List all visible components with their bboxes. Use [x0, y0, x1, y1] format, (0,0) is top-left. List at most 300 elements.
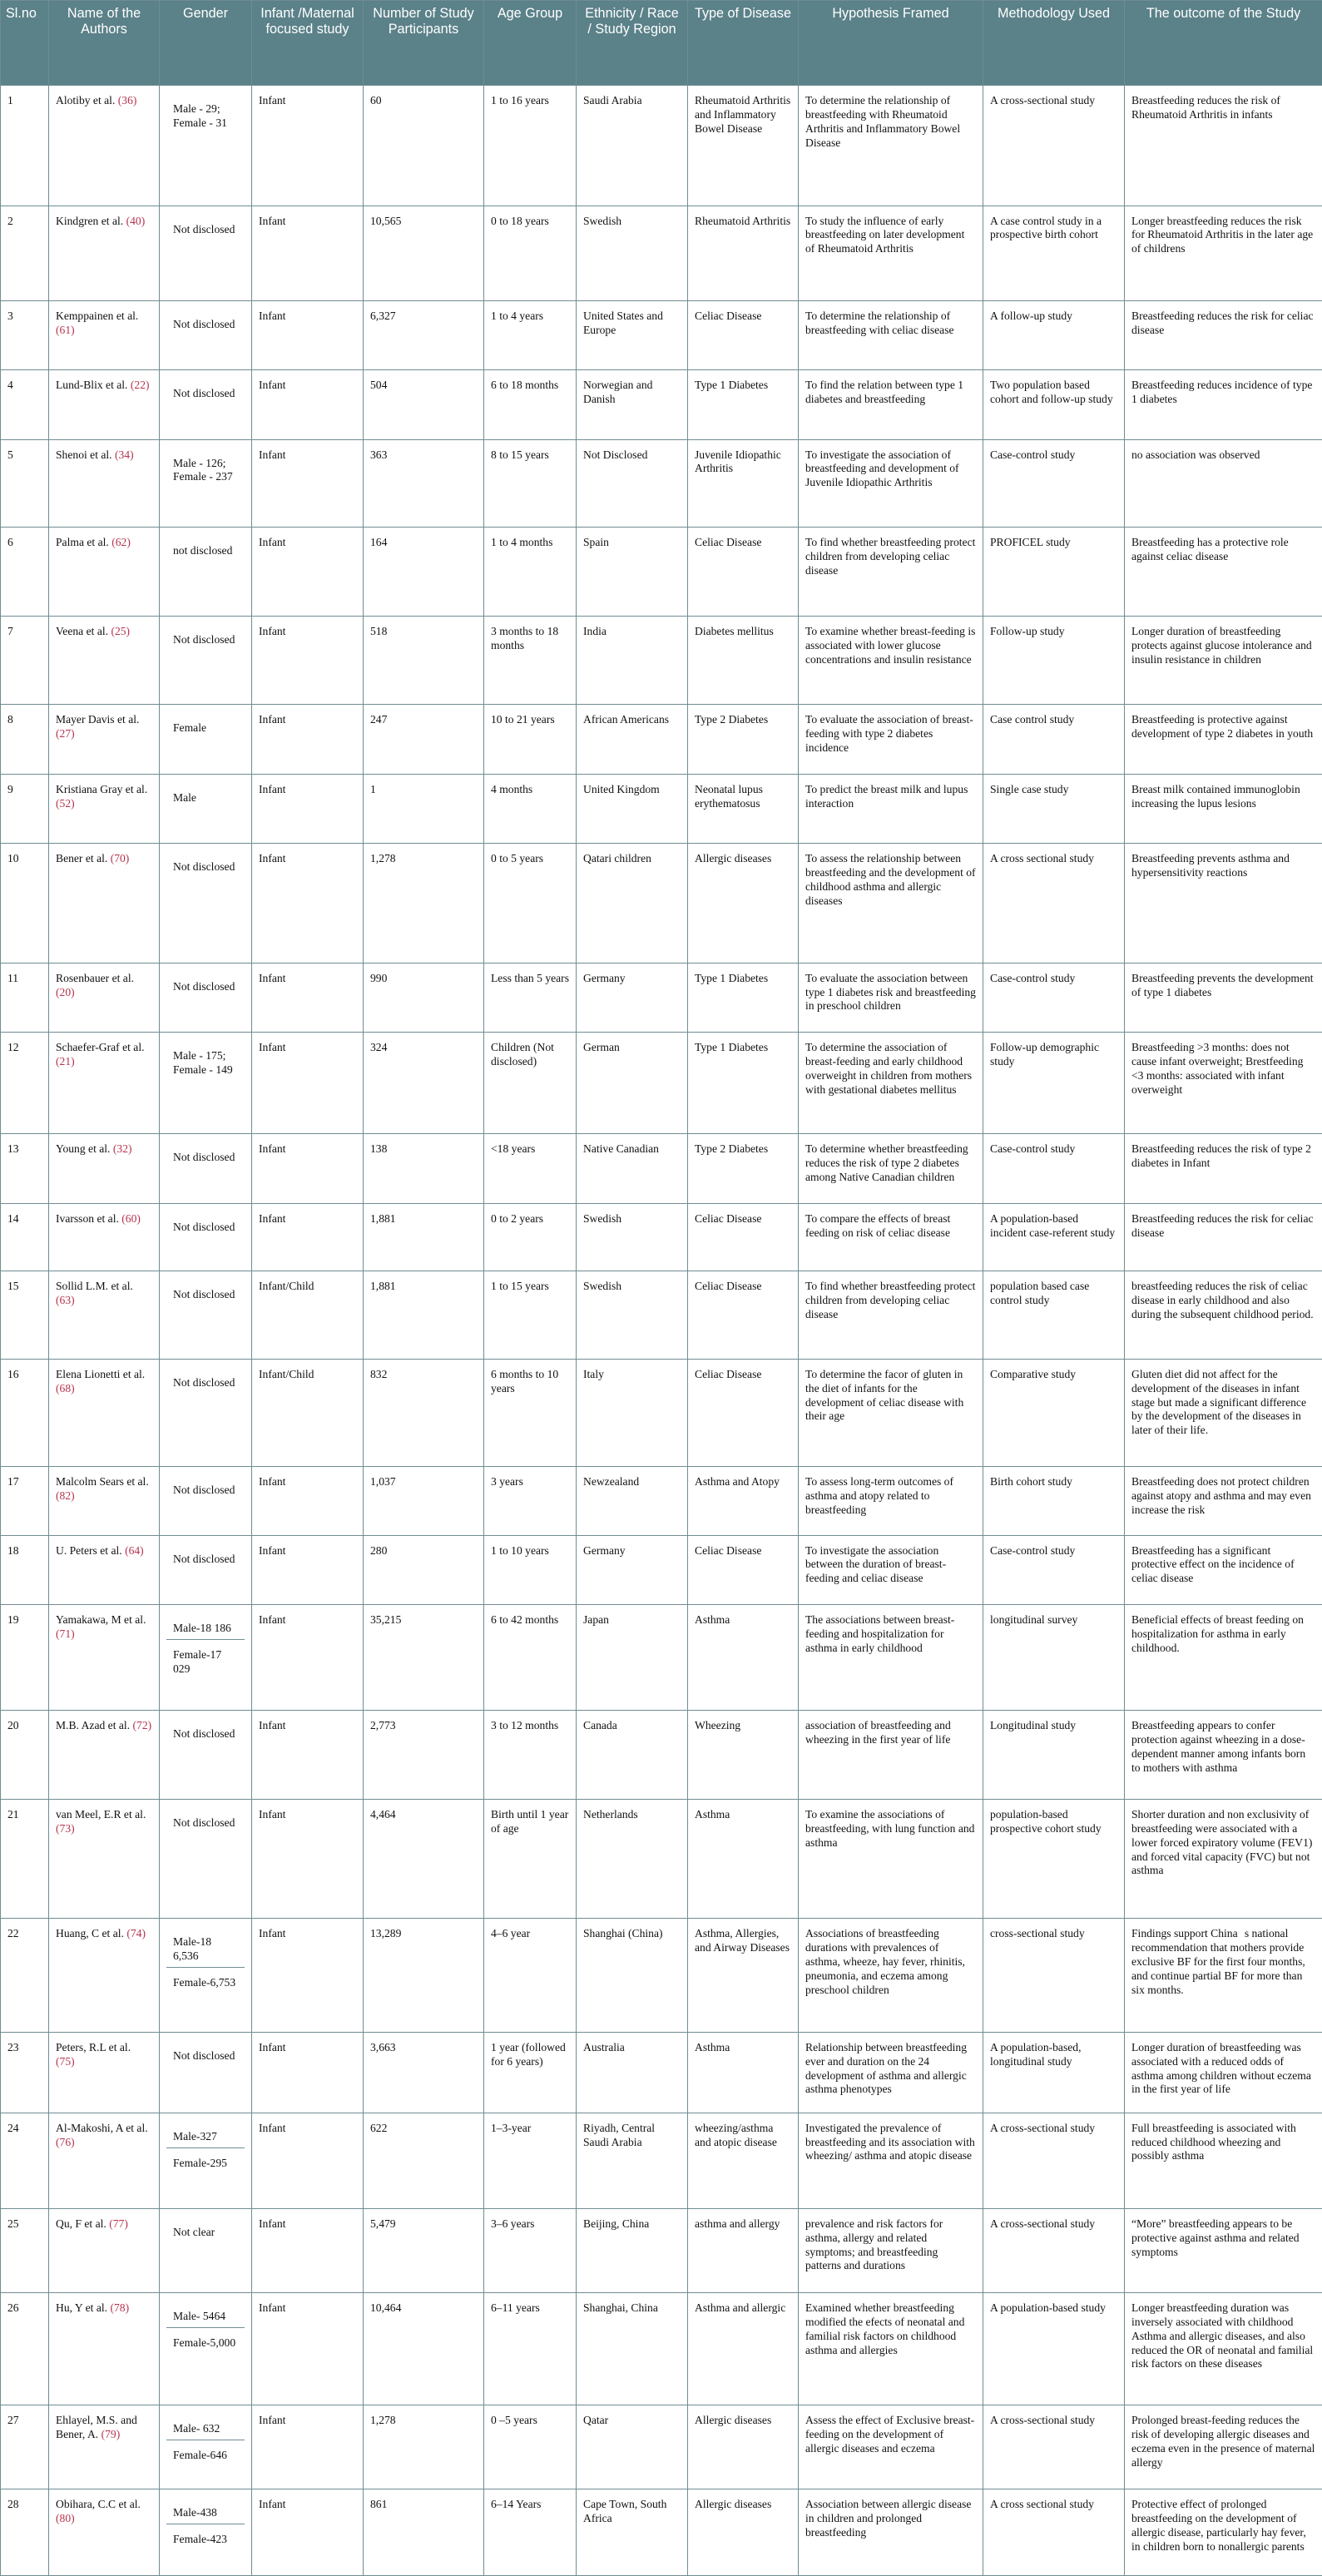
- cell-disease: Celiac Disease: [688, 1203, 799, 1271]
- cell-disease: Allergic diseases: [688, 2405, 799, 2489]
- cell-slno: 13: [1, 1134, 49, 1203]
- cell-participants: 518: [364, 617, 484, 705]
- reference-link[interactable]: (25): [111, 625, 131, 638]
- author-name: Young et al.: [56, 1142, 111, 1156]
- table-row: [1, 1605, 1322, 1711]
- author-name: Lund-Blix et al.: [56, 379, 128, 392]
- reference-link[interactable]: (73): [56, 1821, 75, 1835]
- cell-participants: 10,565: [364, 206, 484, 300]
- cell-focus: Infant: [252, 2113, 364, 2208]
- cell-outcome: Prolonged breast-feeding reduces the risk of developing allergic diseases and eczema even in the presence of maternal allergy: [1125, 2405, 1322, 2489]
- table-row: [1, 1799, 1322, 1918]
- cell-outcome: Breastfeeding is protective against development of type 2 diabetes in youth: [1125, 705, 1322, 774]
- cell-gender: [160, 528, 252, 617]
- cell-slno: 2: [1, 206, 49, 300]
- cell-ethnicity: United Kingdom: [577, 774, 688, 843]
- cell-disease: Allergic diseases: [688, 844, 799, 963]
- author-name: Palma et al.: [56, 536, 109, 549]
- cell-participants: 138: [364, 1134, 484, 1203]
- gender-value: Not clear: [173, 2225, 215, 2238]
- cell-gender: [160, 617, 252, 705]
- cell-authors: [49, 2032, 160, 2113]
- cell-authors: [49, 844, 160, 963]
- cell-methodology: Case-control study: [983, 1535, 1125, 1604]
- header-methodology: Methodology Used: [983, 1, 1125, 86]
- reference-link[interactable]: (40): [126, 214, 146, 227]
- cell-age-group: 1 to 16 years: [484, 86, 577, 206]
- cell-participants: 1,037: [364, 1467, 484, 1535]
- cell-disease: asthma and allergy: [688, 2208, 799, 2292]
- cell-gender: [160, 86, 252, 206]
- cell-slno: 22: [1, 1919, 49, 2032]
- cell-age-group: 3 months to 18 months: [484, 617, 577, 705]
- cell-focus: Infant: [252, 2489, 364, 2576]
- table-row: [1, 1033, 1322, 1134]
- cell-outcome: Full breastfeeding is associated with reduced childhood wheezing and possibly asthma: [1125, 2113, 1322, 2208]
- cell-authors: [49, 617, 160, 705]
- cell-authors: [49, 1535, 160, 1604]
- cell-age-group: 1 to 4 months: [484, 528, 577, 617]
- cell-gender: [160, 1799, 252, 1918]
- cell-outcome: Findings support Chinas national recommendation that mothers provide exclusive BF for the first four months, and continue partial BF for more than six months.: [1125, 1919, 1322, 2032]
- cell-age-group: 4 months: [484, 774, 577, 843]
- cell-age-group: 3–6 years: [484, 2208, 577, 2292]
- reference-link[interactable]: (62): [111, 536, 131, 549]
- cell-age-group: 8 to 15 years: [484, 439, 577, 528]
- cell-slno: 14: [1, 1203, 49, 1271]
- table-row: [1, 1203, 1322, 1271]
- reference-link[interactable]: (64): [125, 1543, 144, 1557]
- author-name: van Meel, E.R et al.: [56, 1807, 146, 1821]
- cell-authors: [49, 1919, 160, 2032]
- cell-hypothesis: To assess the relationship between breastfeeding and the development of childhood asthma and allergic diseases: [799, 844, 983, 963]
- cell-authors: [49, 1710, 160, 1799]
- cell-gender: [160, 1271, 252, 1360]
- cell-methodology: A cross-sectional study: [983, 2113, 1125, 2208]
- header-ethnicity: Ethnicity / Race / Study Region: [577, 1, 688, 86]
- cell-disease: Asthma: [688, 1799, 799, 1918]
- cell-hypothesis: To determine the relationship of breastfeeding with celiac disease: [799, 300, 983, 369]
- cell-gender: [160, 963, 252, 1032]
- table-row: [1, 1134, 1322, 1203]
- cell-participants: 6,327: [364, 300, 484, 369]
- cell-outcome: breastfeeding reduces the risk of celiac disease in early childhood and also during the subsequent childhood period.: [1125, 1271, 1322, 1360]
- cell-focus: Infant: [252, 1710, 364, 1799]
- table-row: [1, 1271, 1322, 1360]
- cell-outcome: Breastfeeding reduces the risk for celiac disease: [1125, 300, 1322, 369]
- table-row: [1, 1535, 1322, 1604]
- cell-authors: [49, 2293, 160, 2405]
- cell-hypothesis: Examined whether breastfeeding modified the efects of neonatal and familial risk factors on childhood asthma and allergies: [799, 2293, 983, 2405]
- cell-focus: Infant: [252, 370, 364, 439]
- cell-age-group: 4–6 year: [484, 1919, 577, 2032]
- cell-methodology: PROFICEL study: [983, 528, 1125, 617]
- cell-slno: 10: [1, 844, 49, 963]
- cell-ethnicity: Qatari children: [577, 844, 688, 963]
- cell-focus: Infant: [252, 2208, 364, 2292]
- author-name: Yamakawa, M et al.: [56, 1613, 146, 1626]
- cell-hypothesis: Assess the effect of Exclusive breast-feeding on the development of allergic diseases and eczema: [799, 2405, 983, 2489]
- cell-authors: [49, 86, 160, 206]
- cell-age-group: 0 to 18 years: [484, 206, 577, 300]
- cell-age-group: 6 months to 10 years: [484, 1359, 577, 1466]
- gender-value: Male - 175; Female - 149: [173, 1049, 233, 1077]
- author-name: Mayer Davis et al.: [56, 713, 140, 726]
- cell-disease: Type 1 Diabetes: [688, 1033, 799, 1134]
- table-row: [1, 705, 1322, 774]
- cell-authors: [49, 1134, 160, 1203]
- gender-value: Not disclosed: [173, 1288, 235, 1301]
- table-row: [1, 2208, 1322, 2292]
- cell-participants: 990: [364, 963, 484, 1032]
- cell-authors: [49, 528, 160, 617]
- reference-link[interactable]: (71): [56, 1627, 75, 1640]
- gender-value: Male-438: [173, 2506, 217, 2519]
- table-row: [1, 844, 1322, 963]
- cell-gender: [160, 1467, 252, 1535]
- cell-participants: 13,289: [364, 1919, 484, 2032]
- cell-disease: Celiac Disease: [688, 1271, 799, 1360]
- cell-methodology: A population-based study: [983, 2293, 1125, 2405]
- cell-slno: 17: [1, 1467, 49, 1535]
- cell-focus: Infant: [252, 2293, 364, 2405]
- cell-ethnicity: German: [577, 1033, 688, 1134]
- table-header: [1, 1, 1322, 86]
- cell-hypothesis: To determine the facor of gluten in the diet of infants for the development of celiac disease with their age: [799, 1359, 983, 1466]
- cell-disease: Celiac Disease: [688, 1359, 799, 1466]
- table-row: [1, 370, 1322, 439]
- cell-hypothesis: Association between allergic disease in children and prolonged breastfeeding: [799, 2489, 983, 2576]
- cell-ethnicity: Beijing, China: [577, 2208, 688, 2292]
- cell-disease: Juvenile Idiopathic Arthritis: [688, 439, 799, 528]
- cell-methodology: A follow-up study: [983, 300, 1125, 369]
- reference-link[interactable]: (21): [56, 1055, 75, 1068]
- cell-hypothesis: To examine whether breast-feeding is associated with lower glucose concentrations and insulin resistance: [799, 617, 983, 705]
- cell-age-group: 0 to 2 years: [484, 1203, 577, 1271]
- table-row: [1, 1359, 1322, 1466]
- cell-participants: 280: [364, 1535, 484, 1604]
- cell-methodology: A cross sectional study: [983, 844, 1125, 963]
- cell-slno: 21: [1, 1799, 49, 1918]
- cell-outcome: Beneficial effects of breast feeding on hospitalization for asthma in early childhood.: [1125, 1605, 1322, 1711]
- cell-disease: Diabetes mellitus: [688, 617, 799, 705]
- cell-methodology: A population-based incident case-referent study: [983, 1203, 1125, 1271]
- cell-slno: 1: [1, 86, 49, 206]
- gender-value: Male-18 186: [173, 1622, 231, 1634]
- cell-outcome: Breastfeeding does not protect children against atopy and asthma and may even increase the risk: [1125, 1467, 1322, 1535]
- reference-link[interactable]: (63): [56, 1293, 75, 1306]
- cell-disease: Asthma, Allergies, and Airway Diseases: [688, 1919, 799, 2032]
- cell-authors: [49, 1799, 160, 1918]
- cell-slno: 20: [1, 1710, 49, 1799]
- cell-participants: 164: [364, 528, 484, 617]
- gender-value: not disclosed: [173, 544, 233, 557]
- author-name: Al-Makoshi, A et al.: [56, 2121, 148, 2134]
- author-name: Qu, F et al.: [56, 2217, 106, 2230]
- cell-focus: Infant: [252, 1535, 364, 1604]
- reference-link[interactable]: (75): [56, 2054, 75, 2068]
- reference-link[interactable]: (60): [121, 1211, 141, 1225]
- header-participants: Number of Study Participants: [364, 1, 484, 86]
- author-name: Malcolm Sears et al.: [56, 1475, 149, 1489]
- cell-age-group: 6 to 42 months: [484, 1605, 577, 1711]
- cell-authors: [49, 1033, 160, 1134]
- cell-outcome: Longer breastfeeding reduces the risk for Rheumatoid Arthritis in the later age of childrens: [1125, 206, 1322, 300]
- gender-value: Not disclosed: [173, 1151, 235, 1164]
- cell-focus: Infant: [252, 1799, 364, 1918]
- cell-hypothesis: To determine the relationship of breastfeeding with Rheumatoid Arthritis and Inflammatory Bowel Disease: [799, 86, 983, 206]
- cell-gender: [160, 439, 252, 528]
- cell-gender: [160, 1605, 252, 1711]
- cell-gender: [160, 1359, 252, 1466]
- cell-participants: 3,663: [364, 2032, 484, 2113]
- cell-hypothesis: To evaluate the association of breast-feeding with type 2 diabetes incidence: [799, 705, 983, 774]
- cell-authors: [49, 963, 160, 1032]
- cell-gender: [160, 1710, 252, 1799]
- cell-age-group: 6–11 years: [484, 2293, 577, 2405]
- cell-methodology: Case-control study: [983, 963, 1125, 1032]
- cell-disease: Type 2 Diabetes: [688, 705, 799, 774]
- reference-link[interactable]: (79): [101, 2428, 121, 2441]
- gender-value: Not disclosed: [173, 860, 235, 874]
- header-slno: Sl.no: [1, 1, 49, 86]
- cell-authors: [49, 439, 160, 528]
- cell-slno: 3: [1, 300, 49, 369]
- header-hypothesis: Hypothesis Framed: [799, 1, 983, 86]
- header-age-group: Age Group: [484, 1, 577, 86]
- author-name: Veena et al.: [56, 625, 109, 638]
- cell-ethnicity: Shanghai (China): [577, 1919, 688, 2032]
- gender-value: Female-646: [166, 2440, 245, 2466]
- reference-link[interactable]: (78): [110, 2301, 130, 2315]
- cell-focus: Infant: [252, 86, 364, 206]
- reference-link[interactable]: (27): [56, 727, 75, 741]
- reference-link[interactable]: (52): [56, 796, 75, 810]
- cell-methodology: A cross-sectional study: [983, 2405, 1125, 2489]
- cell-hypothesis: association of breastfeeding and wheezing in the first year of life: [799, 1710, 983, 1799]
- cell-focus: Infant: [252, 1033, 364, 1134]
- cell-hypothesis: Associations of breastfeeding durations with prevalences of asthma, wheeze, hay fever, rhinitis, pneumonia, and eczema among preschool children: [799, 1919, 983, 2032]
- cell-ethnicity: Spain: [577, 528, 688, 617]
- cell-authors: [49, 1203, 160, 1271]
- header-focus: Infant /Maternal focused study: [252, 1, 364, 86]
- author-name: Kemppainen et al.: [56, 309, 139, 322]
- cell-focus: Infant: [252, 1605, 364, 1711]
- gender-value: Not disclosed: [173, 1552, 235, 1565]
- cell-authors: [49, 370, 160, 439]
- cell-outcome: “More” breastfeeding appears to be protective against asthma and related symptoms: [1125, 2208, 1322, 2292]
- author-name: Obihara, C.C et al.: [56, 2498, 141, 2511]
- cell-ethnicity: India: [577, 617, 688, 705]
- cell-participants: 35,215: [364, 1605, 484, 1711]
- cell-disease: Celiac Disease: [688, 528, 799, 617]
- cell-ethnicity: Swedish: [577, 206, 688, 300]
- cell-participants: 4,464: [364, 1799, 484, 1918]
- cell-participants: 363: [364, 439, 484, 528]
- reference-link[interactable]: (70): [110, 852, 130, 865]
- cell-ethnicity: African Americans: [577, 705, 688, 774]
- author-name: Kindgren et al.: [56, 214, 124, 227]
- cell-age-group: <18 years: [484, 1134, 577, 1203]
- cell-participants: 1,881: [364, 1271, 484, 1360]
- cell-gender: [160, 1919, 252, 2032]
- cell-participants: 1,278: [364, 2405, 484, 2489]
- cell-outcome: Breastfeeding appears to confer protection against wheezing in a dose-dependent manner among infants born to mothers with asthma: [1125, 1710, 1322, 1799]
- cell-focus: Infant: [252, 439, 364, 528]
- cell-age-group: Birth until 1 year of age: [484, 1799, 577, 1918]
- cell-ethnicity: Qatar: [577, 2405, 688, 2489]
- gender-value: Male: [173, 790, 196, 804]
- cell-gender: [160, 2293, 252, 2405]
- cell-methodology: Single case study: [983, 774, 1125, 843]
- cell-outcome: Breast milk contained immunoglobin increasing the lupus lesions: [1125, 774, 1322, 843]
- cell-methodology: Follow-up demographic study: [983, 1033, 1125, 1134]
- cell-disease: Rheumatoid Arthritis and Inflammatory Bowel Disease: [688, 86, 799, 206]
- table-row: [1, 774, 1322, 843]
- cell-outcome: Longer duration of breastfeeding protects against glucose intolerance and insulin resistance in children: [1125, 617, 1322, 705]
- cell-slno: 7: [1, 617, 49, 705]
- cell-participants: 1: [364, 774, 484, 843]
- gender-value: Not disclosed: [173, 387, 235, 400]
- cell-slno: 8: [1, 705, 49, 774]
- gender-value: Male-18 6,536: [173, 1935, 212, 1963]
- cell-methodology: A case control study in a prospective birth cohort: [983, 206, 1125, 300]
- reference-link[interactable]: (20): [56, 985, 75, 998]
- cell-participants: 861: [364, 2489, 484, 2576]
- cell-disease: Asthma: [688, 1605, 799, 1711]
- cell-ethnicity: Germany: [577, 963, 688, 1032]
- cell-outcome: Gluten diet did not affect for the development of the diseases in infant stage but made a significant difference by the development of the diseases in later of their life.: [1125, 1359, 1322, 1466]
- gender-value: Male-327: [173, 2129, 217, 2143]
- cell-hypothesis: Relationship between breastfeeding ever and duration on the 24 development of asthma and allergic asthma phenotypes: [799, 2032, 983, 2113]
- cell-focus: Infant: [252, 1203, 364, 1271]
- cell-hypothesis: To compare the effects of breast feeding on risk of celiac disease: [799, 1203, 983, 1271]
- gender-value: Not disclosed: [173, 1220, 235, 1233]
- cell-outcome: no association was observed: [1125, 439, 1322, 528]
- reference-link[interactable]: (76): [56, 2135, 75, 2148]
- reference-link[interactable]: (68): [56, 1381, 75, 1395]
- cell-age-group: 1 to 4 years: [484, 300, 577, 369]
- table-row: [1, 963, 1322, 1032]
- cell-slno: 11: [1, 963, 49, 1032]
- cell-ethnicity: Native Canadian: [577, 1134, 688, 1203]
- author-name: Ehlayel, M.S. and Bener, A.: [56, 2414, 137, 2441]
- reference-link[interactable]: (80): [56, 2512, 75, 2525]
- cell-methodology: Birth cohort study: [983, 1467, 1125, 1535]
- cell-ethnicity: Canada: [577, 1710, 688, 1799]
- cell-participants: 247: [364, 705, 484, 774]
- cell-focus: Infant: [252, 963, 364, 1032]
- cell-slno: 9: [1, 774, 49, 843]
- cell-disease: Allergic diseases: [688, 2489, 799, 2576]
- cell-focus: Infant: [252, 528, 364, 617]
- reference-link[interactable]: (72): [132, 1718, 152, 1731]
- cell-gender: [160, 2489, 252, 2576]
- reference-link[interactable]: (61): [56, 323, 75, 336]
- cell-slno: 12: [1, 1033, 49, 1134]
- cell-hypothesis: To find whether breastfeeding protect children from developing celiac disease: [799, 528, 983, 617]
- cell-participants: 324: [364, 1033, 484, 1134]
- cell-participants: 832: [364, 1359, 484, 1466]
- reference-link[interactable]: (82): [56, 1489, 75, 1503]
- cell-outcome: Breastfeeding has a significant protective effect on the incidence of celiac disease: [1125, 1535, 1322, 1604]
- table-row: [1, 439, 1322, 528]
- cell-gender: [160, 2113, 252, 2208]
- cell-ethnicity: Swedish: [577, 1203, 688, 1271]
- cell-ethnicity: Shanghai, China: [577, 2293, 688, 2405]
- cell-age-group: Less than 5 years: [484, 963, 577, 1032]
- gender-value: Not disclosed: [173, 1726, 235, 1740]
- cell-participants: 2,773: [364, 1710, 484, 1799]
- reference-link[interactable]: (77): [109, 2217, 128, 2230]
- gender-value: Not disclosed: [173, 1484, 235, 1497]
- table-row: [1, 2113, 1322, 2208]
- gender-value: Not disclosed: [173, 2048, 235, 2062]
- cell-outcome: Breastfeeding prevents asthma and hypersensitivity reactions: [1125, 844, 1322, 963]
- cell-participants: 622: [364, 2113, 484, 2208]
- gender-value: Not disclosed: [173, 222, 235, 235]
- gender-value: Female-6,753: [166, 1967, 245, 1994]
- cell-authors: [49, 1467, 160, 1535]
- cell-hypothesis: To predict the breast milk and lupus interaction: [799, 774, 983, 843]
- cell-authors: [49, 2208, 160, 2292]
- cell-ethnicity: Swedish: [577, 1271, 688, 1360]
- gender-value: Not disclosed: [173, 1375, 235, 1389]
- reference-link[interactable]: (22): [130, 379, 150, 392]
- cell-gender: [160, 705, 252, 774]
- cell-authors: [49, 1271, 160, 1360]
- reference-link[interactable]: (34): [114, 448, 134, 461]
- author-name: U. Peters et al.: [56, 1543, 122, 1557]
- cell-focus: Infant: [252, 300, 364, 369]
- cell-slno: 23: [1, 2032, 49, 2113]
- table-row: [1, 300, 1322, 369]
- cell-outcome: Breastfeeding reduces the risk of type 2 diabetes in Infant: [1125, 1134, 1322, 1203]
- table-row: [1, 2293, 1322, 2405]
- cell-methodology: Two population based cohort and follow-up study: [983, 370, 1125, 439]
- author-name: Bener et al.: [56, 852, 108, 865]
- reference-link[interactable]: (32): [112, 1142, 132, 1156]
- reference-link[interactable]: (74): [126, 1927, 146, 1940]
- author-name: Alotiby et al.: [56, 94, 116, 107]
- author-name: Schaefer-Graf et al.: [56, 1041, 145, 1054]
- cell-slno: 6: [1, 528, 49, 617]
- gender-value: Female-17 029: [166, 1639, 245, 1680]
- cell-hypothesis: To determine whether breastfeeding reduces the risk of type 2 diabetes among Native Canadian children: [799, 1134, 983, 1203]
- cell-ethnicity: Cape Town, South Africa: [577, 2489, 688, 2576]
- cell-methodology: A cross sectional study: [983, 2489, 1125, 2576]
- cell-slno: 5: [1, 439, 49, 528]
- reference-link[interactable]: (36): [117, 94, 137, 107]
- header-gender: Gender: [160, 1, 252, 86]
- table-row: [1, 86, 1322, 206]
- cell-hypothesis: To study the influence of early breastfeeding on later development of Rheumatoid Arthritis: [799, 206, 983, 300]
- cell-age-group: 3 years: [484, 1467, 577, 1535]
- cell-methodology: Follow-up study: [983, 617, 1125, 705]
- cell-participants: 1,881: [364, 1203, 484, 1271]
- cell-outcome: Shorter duration and non exclusivity of breastfeeding were associated with a lower forced expiratory volume (FEV1) and forced vital capacity (FVC) but not asthma: [1125, 1799, 1322, 1918]
- cell-slno: 15: [1, 1271, 49, 1360]
- cell-participants: 504: [364, 370, 484, 439]
- cell-authors: [49, 2113, 160, 2208]
- cell-ethnicity: Japan: [577, 1605, 688, 1711]
- table-row: [1, 2489, 1322, 2576]
- cell-participants: 10,464: [364, 2293, 484, 2405]
- cell-outcome: Breastfeeding prevents the development of type 1 diabetes: [1125, 963, 1322, 1032]
- cell-disease: wheezing/asthma and atopic disease: [688, 2113, 799, 2208]
- cell-gender: [160, 1134, 252, 1203]
- cell-ethnicity: Riyadh, Central Saudi Arabia: [577, 2113, 688, 2208]
